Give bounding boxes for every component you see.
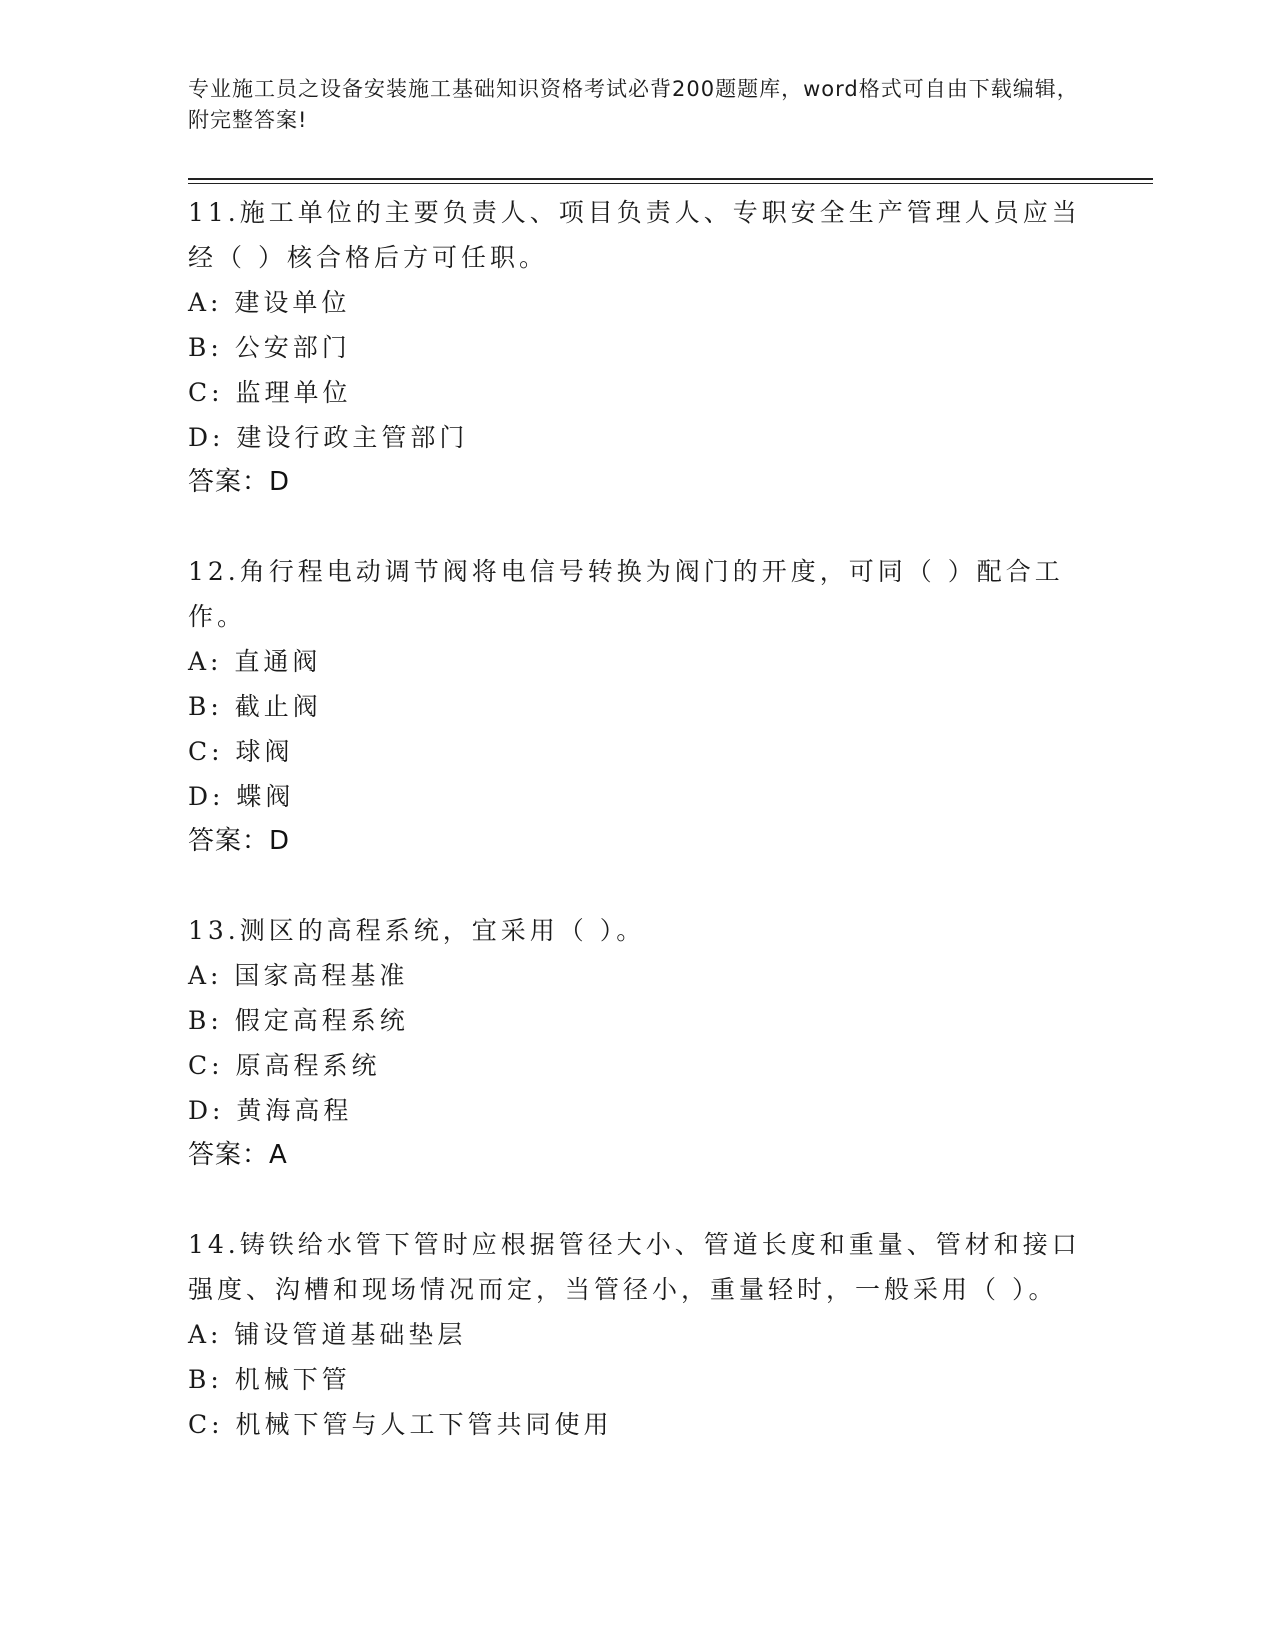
option-b: B: 公安部门	[188, 333, 351, 362]
option-c: C: 机械下管与人工下管共同使用	[188, 1410, 613, 1439]
question-stem: 13.测区的高程系统，宜采用（ ）。	[188, 916, 646, 945]
question-12	[188, 549, 1088, 864]
question-stem: 12.角行程电动调节阀将电信号转换为阀门的开度，可同（ ）配合工作。	[188, 557, 1064, 631]
option-a: A: 国家高程基准	[188, 961, 409, 990]
question-14	[188, 1222, 1088, 1447]
option-c: C: 球阀	[188, 737, 294, 766]
question-stem: 14.铸铁给水管下管时应根据管径大小、管道长度和重量、管材和接口强度、沟槽和现场情况而定，当管径小，重量轻时，一般采用（ ）。	[188, 1230, 1081, 1304]
option-d: D: 蝶阀	[188, 782, 295, 811]
option-b: B: 机械下管	[188, 1365, 351, 1394]
document-header: 专业施工员之设备安装施工基础知识资格考试必背200题题库，word格式可自由下载编辑，附完整答案!	[188, 77, 1079, 132]
question-11	[188, 190, 1088, 505]
question-list	[188, 190, 1088, 1491]
answer: 答案：D	[188, 826, 291, 856]
option-c: C: 原高程系统	[188, 1051, 381, 1080]
option-c: C: 监理单位	[188, 378, 352, 407]
question-13	[188, 908, 1088, 1178]
question-stem: 11.施工单位的主要负责人、项目负责人、专职安全生产管理人员应当经（ ）核合格后方可任职。	[188, 198, 1081, 272]
option-d: D: 黄海高程	[188, 1096, 353, 1125]
header-divider	[188, 178, 1153, 180]
option-b: B: 截止阀	[188, 692, 322, 721]
option-a: A: 建设单位	[188, 288, 351, 317]
answer: 答案：D	[188, 467, 291, 497]
option-b: B: 假定高程系统	[188, 1006, 409, 1035]
answer: 答案：A	[188, 1140, 288, 1170]
header-divider-thin	[188, 183, 1153, 184]
option-a: A: 铺设管道基础垫层	[188, 1320, 467, 1349]
option-a: A: 直通阀	[188, 647, 322, 676]
option-d: D: 建设行政主管部门	[188, 423, 469, 452]
